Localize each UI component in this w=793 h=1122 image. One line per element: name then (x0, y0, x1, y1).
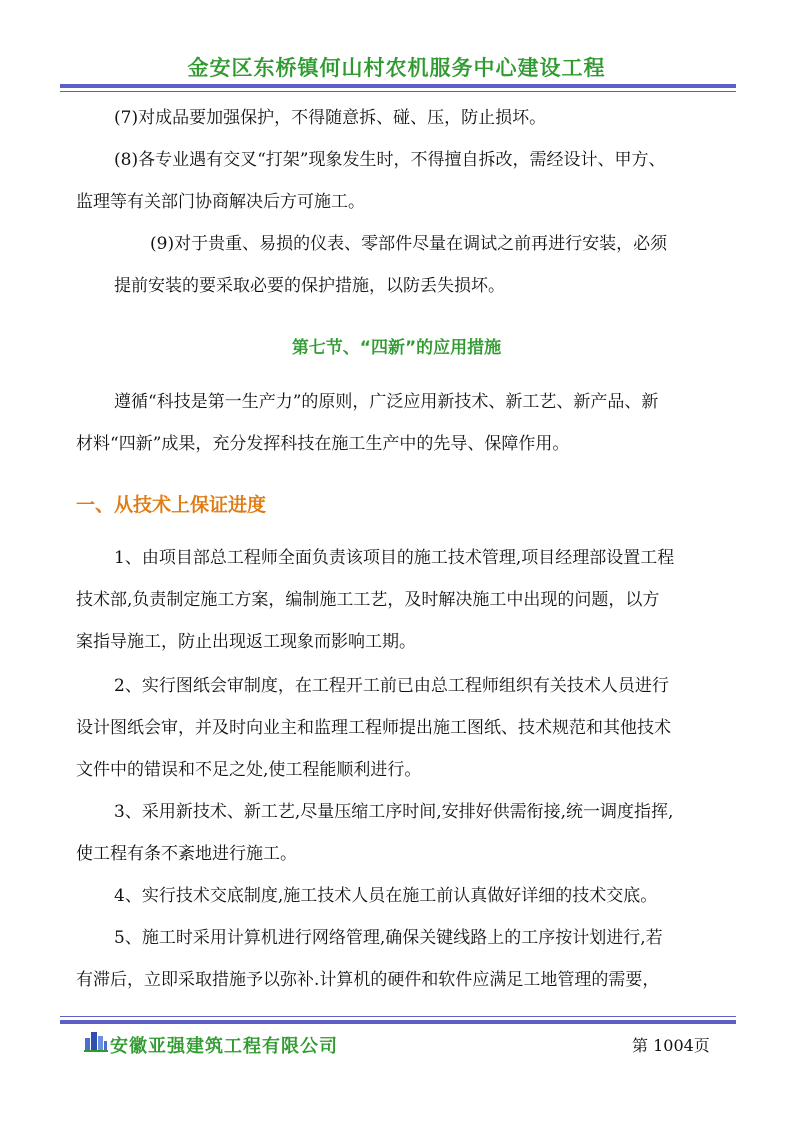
paragraph-line: 4、实行技术交底制度,施工技术人员在施工前认真做好详细的技术交底。 (114, 886, 658, 906)
paragraph-line: 2、实行图纸会审制度，在工程开工前已由总工程师组织有关技术人员进行 (114, 676, 669, 696)
paragraph-line: 文件中的错误和不足之处,使工程能顺利进行。 (76, 760, 422, 780)
subsection-title: 一、从技术上保证进度 (76, 494, 267, 516)
page-number: 第 1004页 (632, 1036, 710, 1055)
paragraph-line: 材料“四新”成果，充分发挥科技在施工生产中的先导、保障作用。 (76, 434, 570, 454)
paragraph-line: 3、采用新技术、新工艺,尽量压缩工序时间,安排好供需衔接,统一调度指挥, (114, 802, 674, 822)
footer-rule-thick (60, 1020, 736, 1024)
paragraph-line: 设计图纸会审，并及时向业主和监理工程师提出施工图纸、技术规范和其他技术 (76, 718, 671, 738)
paragraph-line: (7)对成品要加强保护，不得随意拆、碰、压，防止损坏。 (114, 108, 547, 128)
paragraph-line: 1、由项目部总工程师全面负责该项目的施工技术管理,项目经理部设置工程 (114, 548, 675, 568)
paragraph-line: 提前安装的要采取必要的保护措施，以防丢失损坏。 (114, 276, 505, 296)
paragraph-line: 案指导施工，防止出现返工现象而影响工期。 (76, 632, 416, 652)
header-rule-thick (60, 84, 736, 88)
paragraph-line: 5、施工时采用计算机进行网络管理,确保关键线路上的工序按计划进行,若 (114, 928, 663, 948)
header-title: 金安区东桥镇何山村农机服务中心建设工程 (187, 56, 606, 80)
paragraph-line: 监理等有关部门协商解决后方可施工。 (76, 192, 365, 212)
paragraph-line: 使工程有条不紊地进行施工。 (76, 844, 297, 864)
footer-company: 安徽亚强建筑工程有限公司 (110, 1036, 338, 1057)
building-logo-icon (84, 1030, 108, 1052)
footer-rule-thin (60, 1016, 736, 1017)
paragraph-line: (9)对于贵重、易损的仪表、零部件尽量在调试之前再进行安装，必须 (150, 234, 668, 254)
paragraph-line: (8)各专业遇有交叉“打架”现象发生时，不得擅自拆改，需经设计、甲方、 (114, 150, 666, 170)
paragraph-line: 有滞后，立即采取措施予以弥补.计算机的硬件和软件应满足工地管理的需要， (76, 970, 660, 990)
section-title: 第七节、“四新”的应用措施 (291, 338, 502, 358)
paragraph-line: 遵循“科技是第一生产力”的原则，广泛应用新技术、新工艺、新产品、新 (114, 392, 659, 412)
paragraph-line: 技术部,负责制定施工方案，编制施工工艺，及时解决施工中出现的问题，以方 (76, 590, 660, 610)
header-rule-thin (60, 91, 736, 92)
